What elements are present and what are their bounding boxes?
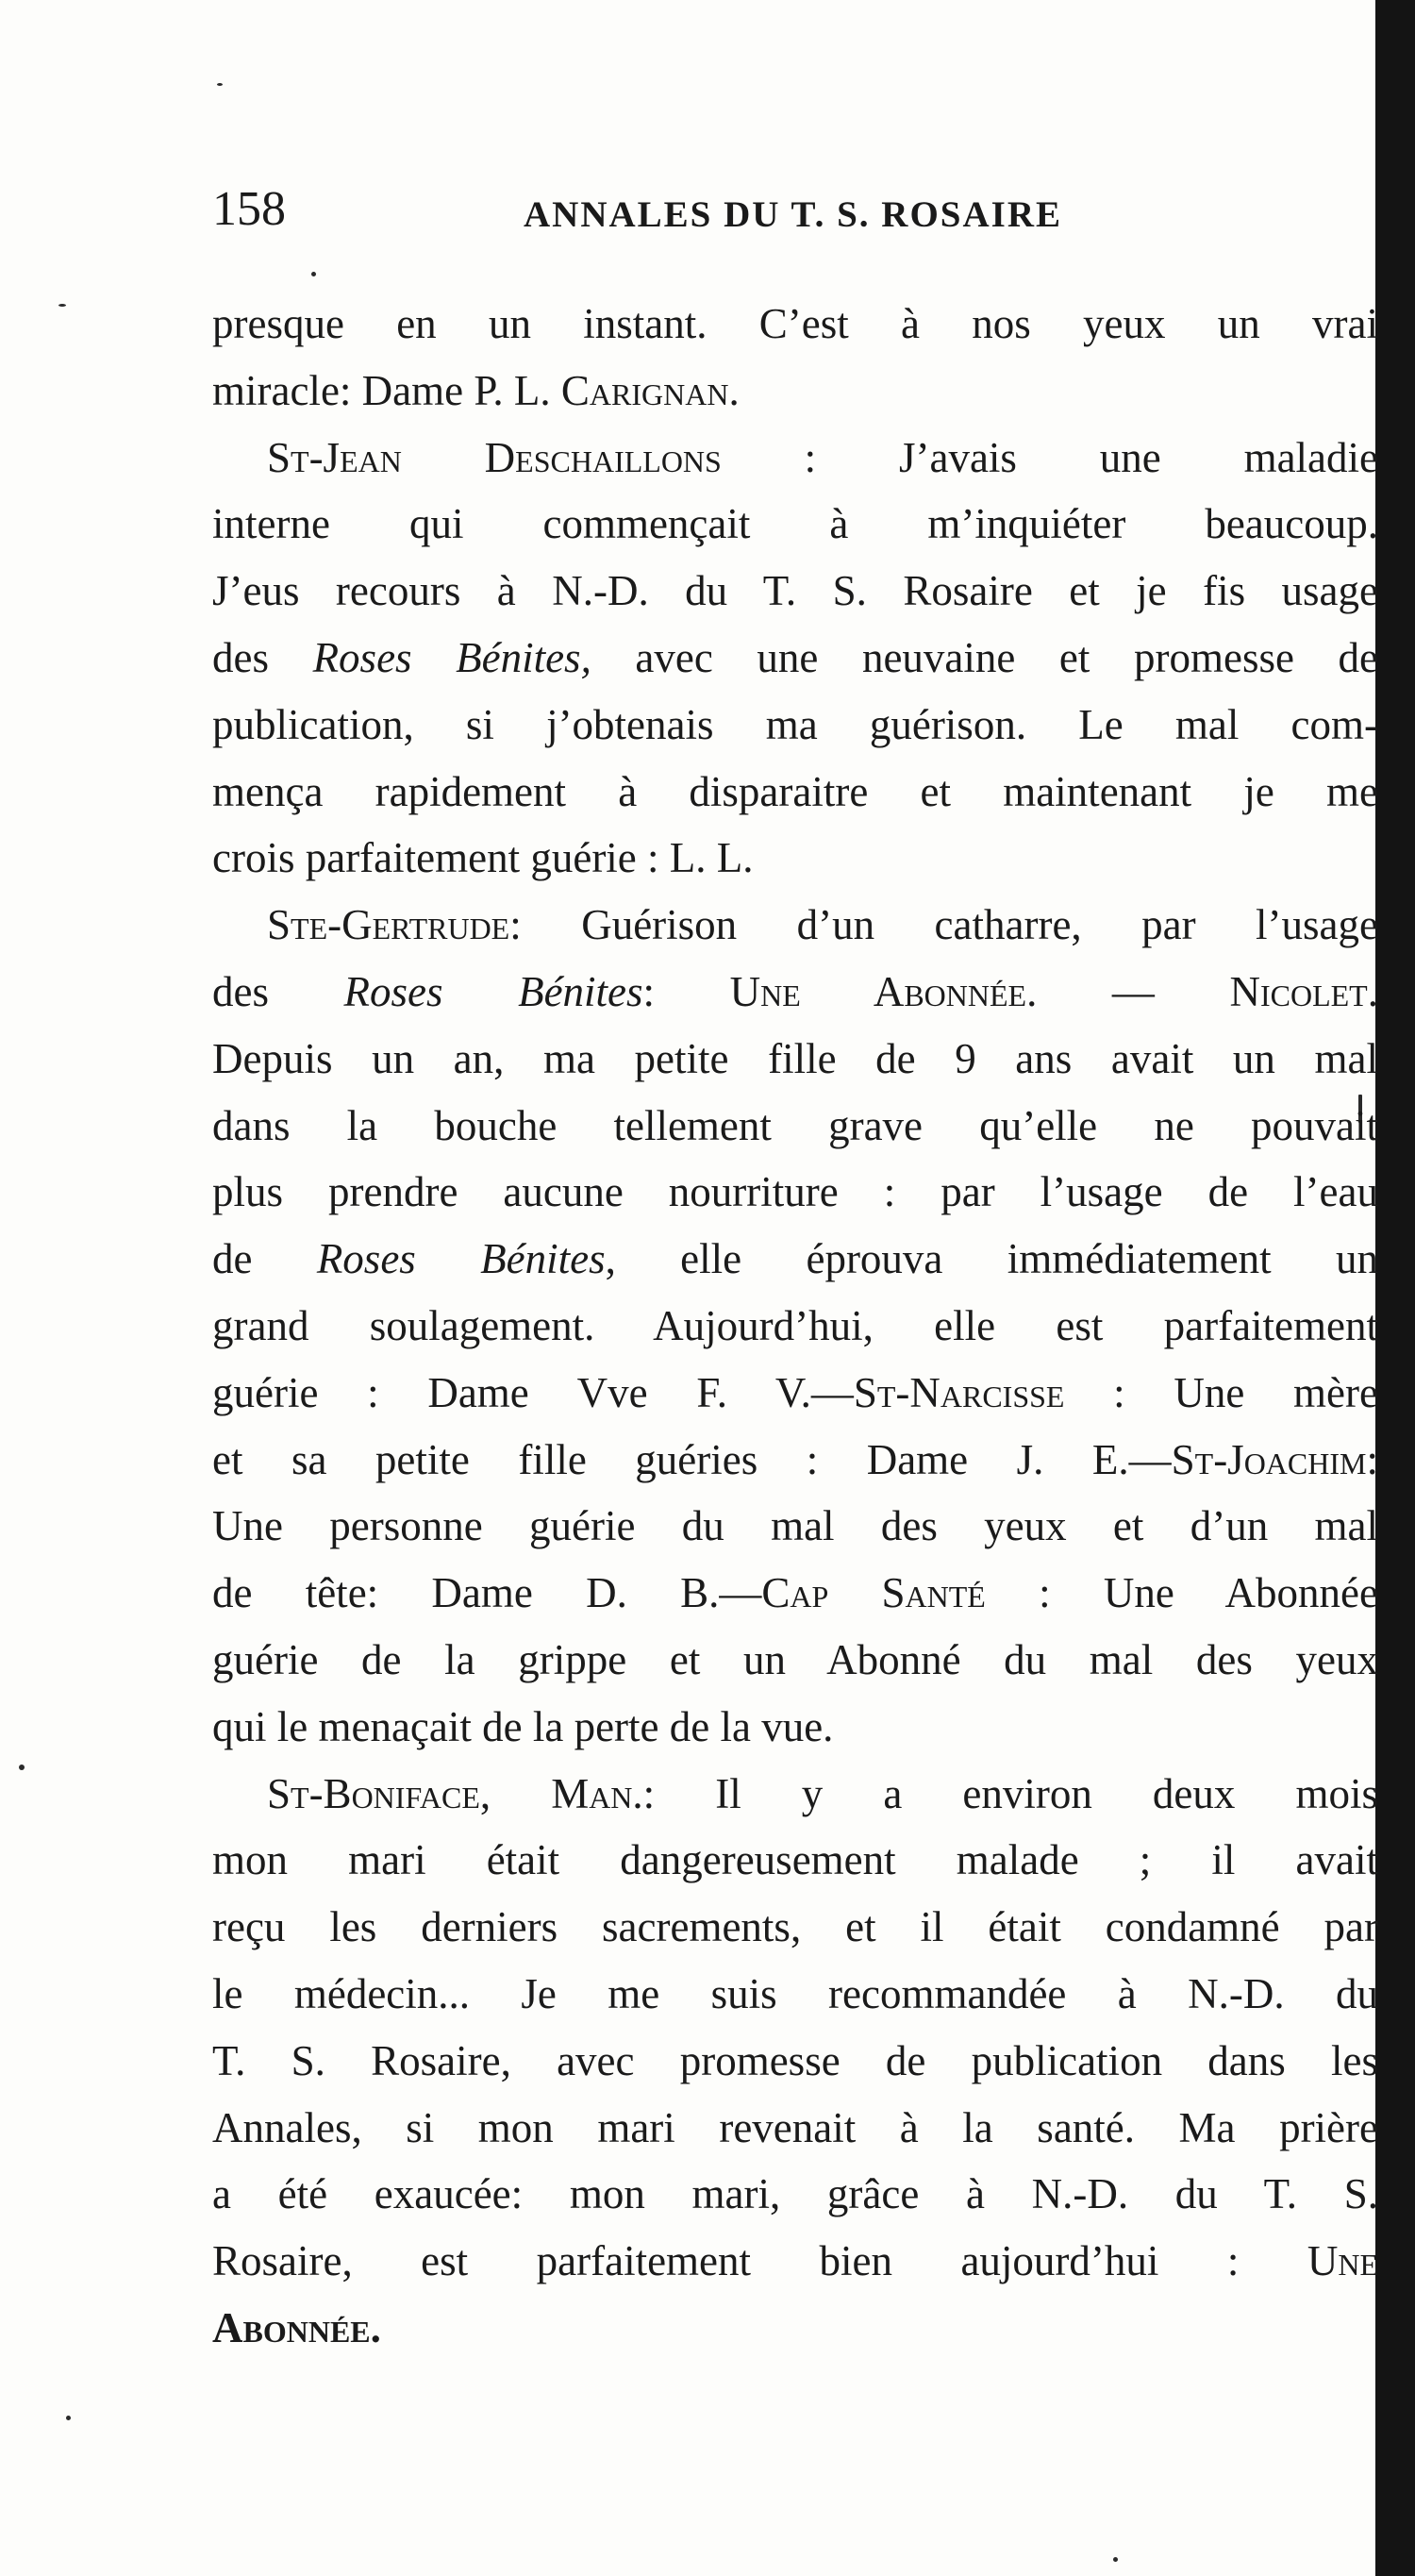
text-line: guérie : Dame Vve F. V.—St-Narcisse : Une mère bbox=[212, 1368, 1378, 1416]
text-line: miracle: Dame P. L. Carignan. bbox=[212, 366, 740, 414]
scan-speck bbox=[19, 1765, 25, 1770]
text-line: crois parfaitement guérie : L. L. bbox=[212, 834, 754, 882]
running-title: ANNALES DU T. S. ROSAIRE bbox=[524, 194, 1063, 235]
text-line: interne qui commençait à m’inquiéter beaucoup. bbox=[212, 500, 1378, 548]
text-line: Rosaire, est parfaitement bien aujourd’hui : Une bbox=[212, 2237, 1378, 2285]
scan-speck bbox=[217, 83, 223, 86]
text-line: mon mari était dangereusement malade ; il avait bbox=[212, 1836, 1378, 1884]
text-line: qui le menaçait de la perte de la vue. bbox=[212, 1702, 834, 1750]
text-line: a été exaucée: mon mari, grâce à N.-D. du T. S. bbox=[212, 2170, 1378, 2218]
scan-speck bbox=[311, 272, 316, 276]
text-line: des Roses Bénites, avec une neuvaine et promesse de bbox=[212, 633, 1378, 681]
text-line: publication, si j’obtenais ma guérison. Le mal com- bbox=[212, 700, 1378, 748]
text-line: presque en un instant. C’est à nos yeux un vrai bbox=[212, 300, 1378, 347]
text-line: dans la bouche tellement grave qu’elle ne pouvait bbox=[212, 1101, 1378, 1149]
page-body bbox=[212, 291, 1378, 2362]
text-line: Une personne guérie du mal des yeux et d’un mal bbox=[212, 1502, 1378, 1550]
text-line: Depuis un an, ma petite fille de 9 ans avait un mal bbox=[212, 1034, 1378, 1082]
text-line: Annales, si mon mari revenait à la santé. Ma prière bbox=[212, 2103, 1378, 2151]
text-line: le médecin... Je me suis recommandée à N.-D. du bbox=[212, 1969, 1378, 2017]
text-line: mença rapidement à disparaitre et maintenant je me bbox=[212, 767, 1378, 815]
text-line: Abonnée. bbox=[212, 2303, 381, 2351]
page-header bbox=[212, 181, 1174, 247]
scan-edge-shadow bbox=[1375, 0, 1415, 2576]
text-line: et sa petite fille guéries : Dame J. E.—St-Joachim: bbox=[212, 1435, 1378, 1483]
scan-speck bbox=[1113, 2557, 1118, 2562]
text-line: de Roses Bénites, elle éprouva immédiatement un bbox=[212, 1235, 1378, 1283]
text-line: J’eus recours à N.-D. du T. S. Rosaire et je fis usage bbox=[212, 567, 1378, 615]
text-line: Ste-Gertrude: Guérison d’un catharre, par l’usage bbox=[267, 901, 1378, 949]
text-line: St-Jean Deschaillons : J’avais une maladie bbox=[267, 433, 1378, 481]
text-line: reçu les derniers sacrements, et il était condamné par bbox=[212, 1903, 1378, 1951]
text-line: des Roses Bénites: Une Abonnée. — Nicolet. bbox=[212, 967, 1378, 1015]
scan-speck bbox=[58, 304, 66, 307]
text-line: de tête: Dame D. B.—Cap Santé : Une Abonnée bbox=[212, 1569, 1378, 1617]
text-line: guérie de la grippe et un Abonné du mal des yeux bbox=[212, 1635, 1378, 1683]
text-line: plus prendre aucune nourriture : par l’usage de l’eau bbox=[212, 1168, 1378, 1216]
text-line: T. S. Rosaire, avec promesse de publication dans les bbox=[212, 2036, 1378, 2084]
text-line: grand soulagement. Aujourd’hui, elle est parfaitement bbox=[212, 1301, 1378, 1349]
scan-speck bbox=[66, 2416, 71, 2420]
text-line: St-Boniface, Man.: Il y a environ deux mois bbox=[267, 1769, 1378, 1817]
page-number: 158 bbox=[212, 182, 286, 236]
